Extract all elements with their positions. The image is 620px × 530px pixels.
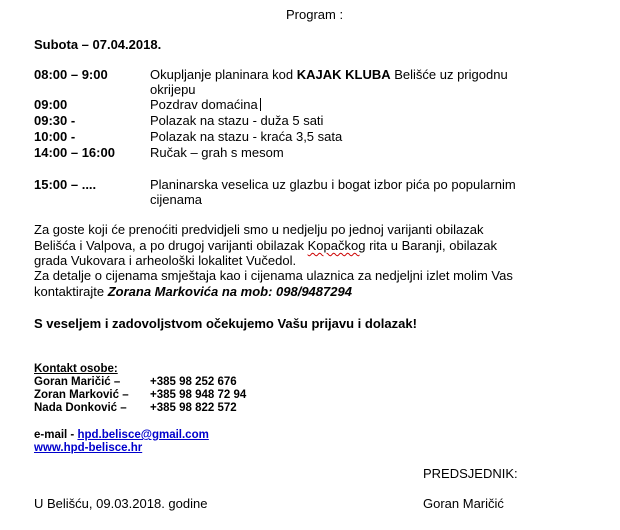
schedule-desc: Ručak – grah s mesom bbox=[150, 145, 284, 160]
website-row bbox=[34, 441, 142, 455]
info-paragraph-line: Za goste koji će prenoćiti predvidjeli smo u nedjelju po jednoj varijanti obilazak bbox=[34, 222, 484, 237]
schedule-time: 10:00 - bbox=[34, 129, 76, 144]
contacts-heading: Kontakt osobe: bbox=[34, 363, 118, 375]
schedule-desc-cont: okrijepu bbox=[150, 82, 196, 97]
signature-role: PREDSJEDNIK: bbox=[423, 466, 518, 481]
contact-name: Nada Donković – bbox=[34, 402, 127, 414]
info-paragraph-line: kontaktirajte Zorana Markovića na mob: 098/9487294 bbox=[34, 284, 352, 299]
contact-phone: +385 98 822 572 bbox=[150, 402, 237, 414]
schedule-desc: Planinarska veselica uz glazbu i bogat izbor pića po popularnim bbox=[150, 177, 516, 192]
contact-phone: +385 98 948 72 94 bbox=[150, 389, 247, 401]
schedule-time: 15:00 – .... bbox=[34, 177, 97, 192]
email-label: e-mail - bbox=[34, 429, 78, 441]
schedule-desc-cont: cijenama bbox=[150, 192, 203, 207]
email-row bbox=[34, 428, 209, 442]
signature-name: Goran Maričić bbox=[423, 496, 504, 511]
contact-highlight: Zorana Markovića na mob: 098/9487294 bbox=[107, 284, 352, 299]
venue-name: KAJAK KLUBA bbox=[296, 67, 391, 82]
contact-name: Goran Maričić – bbox=[34, 376, 121, 388]
info-paragraph-line: Belišća i Valpova, a po drugoj varijanti obilazak Kopačkog rita u Baranji, obilazak bbox=[34, 238, 497, 253]
schedule-desc: Pozdrav domaćina bbox=[150, 97, 261, 113]
closing-line: S veseljem i zadovoljstvom očekujemo Vašu prijavu i dolazak! bbox=[34, 316, 417, 331]
schedule-desc: Polazak na stazu - kraća 3,5 sata bbox=[150, 129, 343, 144]
email-link[interactable]: hpd.belisce@gmail.com bbox=[77, 429, 209, 441]
contact-name: Zoran Marković – bbox=[34, 389, 129, 401]
document-title: Program : bbox=[286, 7, 344, 22]
text-cursor bbox=[260, 98, 261, 111]
place-date: U Belišću, 09.03.2018. godine bbox=[34, 496, 208, 511]
info-paragraph-line: grada Vukovara i arheološki lokalitet Vučedol. bbox=[34, 253, 297, 268]
spellcheck-word: Kopačkog bbox=[307, 238, 366, 253]
website-link[interactable]: www.hpd-belisce.hr bbox=[34, 442, 143, 454]
schedule-time: 14:00 – 16:00 bbox=[34, 145, 115, 160]
schedule-desc: Polazak na stazu - duža 5 sati bbox=[150, 113, 324, 128]
day-heading: Subota – 07.04.2018. bbox=[34, 37, 162, 52]
schedule-time: 09:30 - bbox=[34, 113, 76, 128]
schedule-desc: Okupljanje planinara kod KAJAK KLUBA Belišće uz prigodnu bbox=[150, 67, 508, 82]
schedule-time: 08:00 – 9:00 bbox=[34, 67, 108, 82]
info-paragraph-line: Za detalje o cijenama smještaja kao i cijenama ulaznica za nedjeljni izlet molim Vas bbox=[34, 268, 513, 283]
schedule-time: 09:00 bbox=[34, 97, 68, 112]
contact-phone: +385 98 252 676 bbox=[150, 376, 237, 388]
